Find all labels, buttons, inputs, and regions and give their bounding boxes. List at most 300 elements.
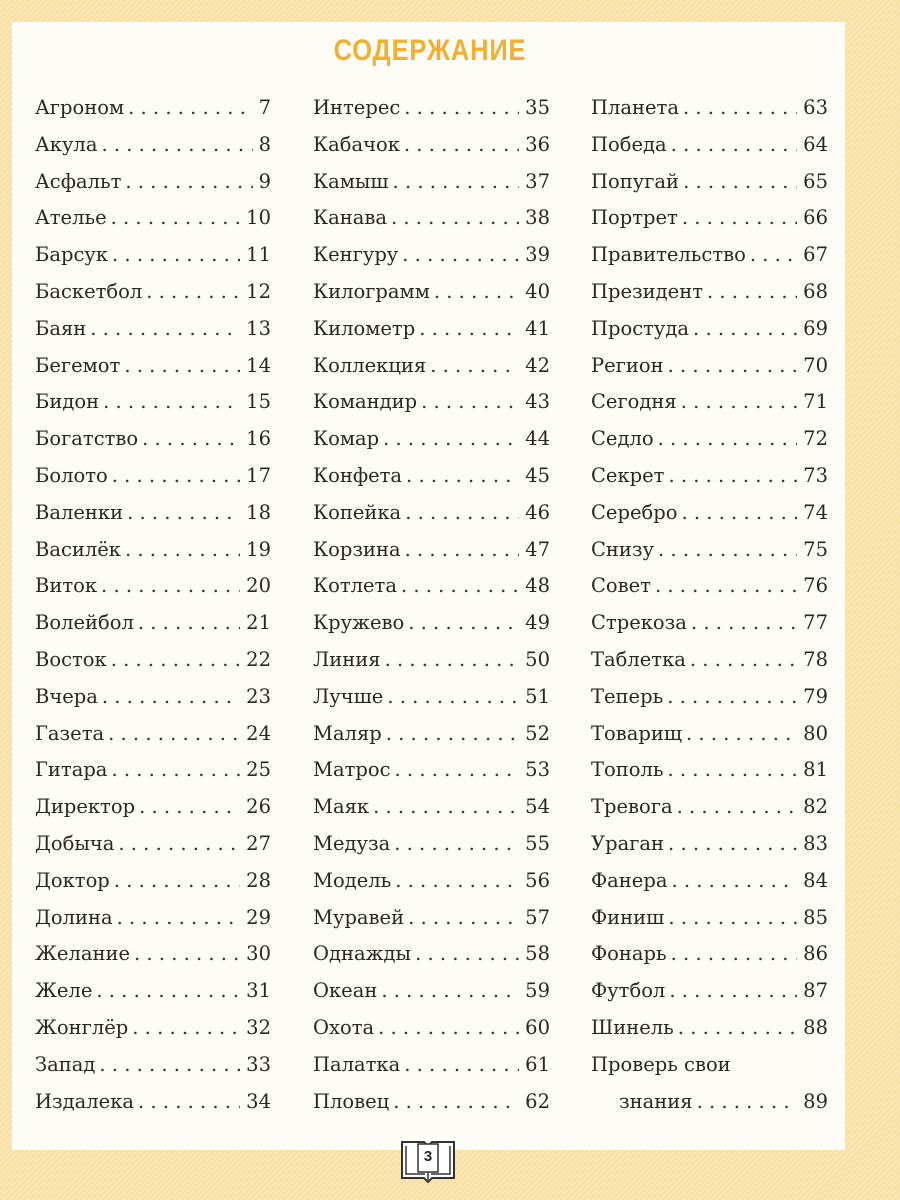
entry-title: Тополь xyxy=(591,758,664,782)
dot-leader xyxy=(125,170,252,193)
contents-entry xyxy=(591,501,828,538)
entry-title: Бидон xyxy=(35,390,100,414)
entry-page-number: 13 xyxy=(246,316,271,340)
contents-entry xyxy=(313,1053,550,1090)
dot-leader xyxy=(691,611,797,634)
dot-leader xyxy=(393,1090,519,1113)
entry-page-number: 66 xyxy=(803,206,828,230)
dot-leader xyxy=(669,979,797,1002)
entry-page-number: 50 xyxy=(525,647,550,671)
entry-title: Палатка xyxy=(313,1052,401,1076)
dot-leader xyxy=(683,96,797,119)
entry-title: Восток xyxy=(35,647,107,671)
contents-entry xyxy=(35,354,271,391)
contents-entry xyxy=(591,574,828,611)
entry-title: Запад xyxy=(35,1052,96,1076)
entry-title: Командир xyxy=(313,390,418,414)
dot-leader xyxy=(114,869,240,892)
dot-leader xyxy=(125,538,240,561)
dot-leader xyxy=(406,464,519,487)
dot-leader xyxy=(405,501,519,524)
contents-entry xyxy=(35,317,271,354)
entry-title: Виток xyxy=(35,574,98,598)
entry-title: Агроном xyxy=(35,96,125,119)
dot-leader xyxy=(404,96,519,119)
entry-page-number: 48 xyxy=(525,574,550,598)
entry-title: Кенгуру xyxy=(313,243,399,267)
contents-entry xyxy=(313,390,550,427)
dot-leader xyxy=(683,170,797,193)
contents-entry xyxy=(313,170,550,207)
entry-title: Долина xyxy=(35,905,113,929)
entry-title: Лучше xyxy=(313,684,384,708)
dot-leader xyxy=(111,648,240,671)
dot-leader xyxy=(138,611,240,634)
dot-leader xyxy=(678,1016,797,1039)
dot-leader xyxy=(127,501,240,524)
dot-leader xyxy=(139,795,240,818)
entry-title: Сегодня xyxy=(591,390,677,414)
dot-leader xyxy=(668,906,797,929)
contents-entry xyxy=(591,354,828,391)
entry-title: Теперь xyxy=(591,684,664,708)
contents-entry xyxy=(313,96,550,133)
contents-entry xyxy=(35,280,271,317)
contents-entry xyxy=(35,538,271,575)
contents-entry xyxy=(591,832,828,869)
contents-column-1 xyxy=(35,96,271,1126)
contents-entry xyxy=(591,464,828,501)
contents-entry xyxy=(591,685,828,722)
dot-leader xyxy=(671,942,798,965)
entry-title: Маляр xyxy=(313,721,382,745)
entry-page-number: 63 xyxy=(803,96,828,119)
dot-leader xyxy=(108,722,240,745)
dot-leader xyxy=(385,648,520,671)
entry-title: Добыча xyxy=(35,831,115,855)
dot-leader xyxy=(667,685,797,708)
entry-title: Регион xyxy=(591,353,664,377)
dot-leader xyxy=(138,1090,240,1113)
contents-entry xyxy=(591,611,828,648)
entry-title: Кабачок xyxy=(313,132,400,156)
dot-leader xyxy=(707,280,797,303)
entry-title: Фонарь xyxy=(591,942,667,966)
dot-leader xyxy=(671,133,798,156)
entry-page-number: 79 xyxy=(803,684,828,708)
entry-page-number: 72 xyxy=(803,427,828,451)
entry-title: Василёк xyxy=(35,537,121,561)
entry-title: Муравей xyxy=(313,905,405,929)
entry-page-number: 41 xyxy=(525,316,550,340)
entry-title: Простуда xyxy=(591,316,690,340)
entry-page-number: 87 xyxy=(803,979,828,1003)
entry-title: Совет xyxy=(591,574,651,598)
contents-entry xyxy=(591,869,828,906)
entry-page-number: 28 xyxy=(246,868,271,892)
entry-page-number: 69 xyxy=(803,316,828,340)
entry-title: Фанера xyxy=(591,868,668,892)
entry-page-number: 35 xyxy=(525,96,550,119)
dot-leader xyxy=(96,979,240,1002)
entry-title: Секрет xyxy=(591,463,665,487)
dot-leader xyxy=(421,390,519,413)
contents-entry xyxy=(313,648,550,685)
entry-page-number: 38 xyxy=(525,206,550,230)
contents-entry xyxy=(313,611,550,648)
entry-title: Тревога xyxy=(591,795,673,819)
contents-entry xyxy=(35,574,271,611)
contents-entry xyxy=(591,1016,828,1053)
entry-title: Конфета xyxy=(313,463,403,487)
entry-title: Волейбол xyxy=(35,611,134,635)
entry-title: Кружево xyxy=(313,611,405,635)
entry-page-number: 34 xyxy=(246,1089,271,1113)
contents-entry xyxy=(313,685,550,722)
entry-page-number: 45 xyxy=(525,463,550,487)
entry-page-number: 7 xyxy=(258,96,271,119)
entry-page-number: 43 xyxy=(525,390,550,414)
contents-entry xyxy=(313,906,550,943)
entry-page-number: 76 xyxy=(803,574,828,598)
entry-title: Корзина xyxy=(313,537,401,561)
dot-leader xyxy=(373,795,519,818)
entry-page-number: 11 xyxy=(246,243,271,267)
dot-leader xyxy=(393,170,520,193)
entry-title: Ателье xyxy=(35,206,107,230)
dot-leader xyxy=(391,206,519,229)
entry-title: Интерес xyxy=(313,96,401,119)
entry-title: Модель xyxy=(313,868,392,892)
entry-title: Таблетка xyxy=(591,647,686,671)
entry-title: знания xyxy=(619,1089,693,1113)
contents-entry xyxy=(591,280,828,317)
entry-title: Правительство xyxy=(591,243,746,267)
contents-entry xyxy=(313,1090,550,1127)
entry-title: Баскетбол xyxy=(35,279,143,303)
page-title: СОДЕРЖАНИЕ xyxy=(333,34,527,67)
entry-page-number: 8 xyxy=(258,132,271,156)
dot-leader xyxy=(401,574,519,597)
entry-page-number: 57 xyxy=(525,905,550,929)
entry-title: Валенки xyxy=(35,500,124,524)
contents-entry xyxy=(591,538,828,575)
dot-leader xyxy=(402,243,519,266)
entry-page-number: 30 xyxy=(246,942,271,966)
entry-page-number: 80 xyxy=(803,721,828,745)
dot-leader xyxy=(124,354,240,377)
dot-leader xyxy=(415,942,519,965)
entry-page-number: 56 xyxy=(525,868,550,892)
entry-page-number: 83 xyxy=(803,831,828,855)
contents-entry xyxy=(35,1053,271,1090)
entry-page-number: 75 xyxy=(803,537,828,561)
entry-page-number: 51 xyxy=(525,684,550,708)
entry-title: Охота xyxy=(313,1015,375,1039)
entry-title: Маяк xyxy=(313,795,370,819)
contents-entry xyxy=(591,170,828,207)
entry-page-number: 19 xyxy=(246,537,271,561)
dot-leader xyxy=(102,685,240,708)
contents-entry xyxy=(313,832,550,869)
dot-leader xyxy=(693,317,797,340)
entry-page-number: 88 xyxy=(803,1015,828,1039)
entry-page-number: 55 xyxy=(525,831,550,855)
entry-page-number: 40 xyxy=(525,279,550,303)
contents-entry xyxy=(313,280,550,317)
entry-title: Победа xyxy=(591,132,667,156)
entry-page-number: 58 xyxy=(525,942,550,966)
entry-title: Президент xyxy=(591,279,703,303)
contents-entry xyxy=(313,942,550,979)
entry-page-number: 81 xyxy=(803,758,828,782)
entry-page-number: 26 xyxy=(246,795,271,819)
dot-leader xyxy=(668,832,797,855)
entry-page-number: 67 xyxy=(803,243,828,267)
entry-title: Гитара xyxy=(35,758,108,782)
entry-page-number: 54 xyxy=(525,795,550,819)
entry-title: Комар xyxy=(313,427,380,451)
entry-page-number: 32 xyxy=(246,1015,271,1039)
entry-page-number: 24 xyxy=(246,721,271,745)
contents-entry xyxy=(35,795,271,832)
contents-entry xyxy=(591,206,828,243)
dot-leader xyxy=(681,501,797,524)
dot-leader xyxy=(99,1053,240,1076)
contents-entry xyxy=(313,979,550,1016)
dot-leader xyxy=(408,611,519,634)
entry-title: Вчера xyxy=(35,684,98,708)
dot-leader xyxy=(681,390,797,413)
dot-leader xyxy=(146,280,240,303)
dot-leader xyxy=(394,832,519,855)
contents-entry xyxy=(591,795,828,832)
entry-title: Акула xyxy=(35,132,98,156)
dot-leader xyxy=(142,427,240,450)
contents-entry xyxy=(591,133,828,170)
entry-page-number: 52 xyxy=(525,721,550,745)
entry-page-number: 37 xyxy=(525,169,550,193)
entry-title: Барсук xyxy=(35,243,109,267)
dot-leader xyxy=(419,317,519,340)
entry-title: Ураган xyxy=(591,831,665,855)
contents-entry xyxy=(591,317,828,354)
contents-entry xyxy=(591,1053,828,1090)
contents-entry xyxy=(35,133,271,170)
dot-leader xyxy=(690,648,797,671)
entry-title: Океан xyxy=(313,979,378,1003)
entry-title: Футбол xyxy=(591,979,666,1003)
entry-page-number: 18 xyxy=(246,500,271,524)
dot-leader xyxy=(408,906,519,929)
dot-leader xyxy=(677,795,798,818)
contents-entry xyxy=(313,758,550,795)
entry-title: Однажды xyxy=(313,942,412,966)
contents-entry xyxy=(35,979,271,1016)
contents-entry xyxy=(591,96,828,133)
entry-title: Директор xyxy=(35,795,136,819)
entry-title: Асфальт xyxy=(35,169,122,193)
contents-entry xyxy=(35,648,271,685)
contents-entry xyxy=(35,758,271,795)
entry-title: Коллекция xyxy=(313,353,427,377)
contents-entry xyxy=(35,427,271,464)
page-number-book-icon xyxy=(398,1138,458,1186)
entry-title: Стрекоза xyxy=(591,611,687,635)
entry-title: Финиш xyxy=(591,905,665,929)
entry-page-number: 85 xyxy=(803,905,828,929)
entry-title: Желе xyxy=(35,979,93,1003)
entry-page-number: 78 xyxy=(803,647,828,671)
entry-page-number: 74 xyxy=(803,500,828,524)
entry-page-number: 70 xyxy=(803,353,828,377)
entry-title: Серебро xyxy=(591,500,678,524)
entry-title: Богатство xyxy=(35,427,139,451)
contents-entry xyxy=(35,243,271,280)
entry-page-number: 31 xyxy=(246,979,271,1003)
dot-leader xyxy=(682,206,797,229)
entry-page-number: 10 xyxy=(246,206,271,230)
contents-column-3 xyxy=(591,96,828,1126)
dot-leader xyxy=(387,685,519,708)
entry-page-number: 71 xyxy=(803,390,828,414)
entry-title: Желание xyxy=(35,942,130,966)
contents-entry xyxy=(313,133,550,170)
contents-entry xyxy=(591,979,828,1016)
dot-leader xyxy=(404,133,519,156)
contents-entry xyxy=(591,427,828,464)
contents-entry xyxy=(313,354,550,391)
dot-leader xyxy=(117,906,241,929)
contents-entry xyxy=(313,427,550,464)
page-number: 3 xyxy=(423,1148,433,1165)
entry-page-number: 68 xyxy=(803,279,828,303)
contents-entry xyxy=(313,464,550,501)
dot-leader xyxy=(395,869,519,892)
contents-entry xyxy=(591,906,828,943)
contents-entry xyxy=(591,243,828,280)
dot-leader xyxy=(111,758,240,781)
contents-entry xyxy=(35,685,271,722)
dot-leader xyxy=(430,354,519,377)
contents-entry xyxy=(313,1016,550,1053)
entry-title: Издалека xyxy=(35,1089,135,1113)
contents-entry xyxy=(35,869,271,906)
dot-leader xyxy=(378,1016,519,1039)
contents-entry xyxy=(35,501,271,538)
contents-entry xyxy=(35,390,271,427)
dot-leader xyxy=(686,722,797,745)
dot-leader xyxy=(118,832,240,855)
dot-leader xyxy=(128,96,252,119)
dot-leader xyxy=(671,869,797,892)
contents-entry xyxy=(313,869,550,906)
contents-entry xyxy=(35,906,271,943)
entry-title: Проверь свои xyxy=(591,1052,731,1076)
contents-entry xyxy=(591,758,828,795)
contents-entry xyxy=(313,501,550,538)
dot-leader xyxy=(101,574,240,597)
contents-entry xyxy=(591,722,828,759)
entry-page-number: 82 xyxy=(803,795,828,819)
entry-title: Медуза xyxy=(313,831,391,855)
entry-title: Доктор xyxy=(35,868,110,892)
contents-entry xyxy=(313,574,550,611)
entry-page-number: 23 xyxy=(246,684,271,708)
dot-leader xyxy=(655,574,797,597)
dot-leader xyxy=(90,317,240,340)
entry-title: Линия xyxy=(313,647,381,671)
entry-page-number: 20 xyxy=(246,574,271,598)
contents-entry xyxy=(35,611,271,648)
contents-entry xyxy=(35,96,271,133)
entry-title: Портрет xyxy=(591,206,678,230)
dot-leader xyxy=(386,722,519,745)
entry-title: Матрос xyxy=(313,758,391,782)
contents-entry xyxy=(313,722,550,759)
dot-leader xyxy=(405,538,520,561)
dot-leader xyxy=(112,243,240,266)
entry-title: Газета xyxy=(35,721,105,745)
entry-title: Километр xyxy=(313,316,416,340)
entry-title: Канава xyxy=(313,206,387,230)
entry-page-number: 86 xyxy=(803,942,828,966)
contents-entry xyxy=(35,206,271,243)
entry-title: Болото xyxy=(35,463,108,487)
contents-entry xyxy=(35,464,271,501)
contents-entry xyxy=(35,722,271,759)
dot-leader xyxy=(658,538,797,561)
contents-entry xyxy=(313,206,550,243)
dot-leader xyxy=(668,758,798,781)
contents-entry xyxy=(591,1090,828,1127)
entry-page-number: 89 xyxy=(803,1089,828,1113)
entry-page-number: 14 xyxy=(246,353,271,377)
entry-page-number: 25 xyxy=(246,758,271,782)
entry-title: Попугай xyxy=(591,169,680,193)
entry-page-number: 29 xyxy=(246,905,271,929)
dot-leader xyxy=(668,354,798,377)
entry-page-number: 42 xyxy=(525,353,550,377)
entry-page-number: 9 xyxy=(258,169,271,193)
dot-leader xyxy=(658,427,798,450)
entry-page-number: 39 xyxy=(525,243,550,267)
contents-entry xyxy=(591,648,828,685)
dot-leader xyxy=(103,390,240,413)
entry-page-number: 84 xyxy=(803,868,828,892)
entry-title: Товарищ xyxy=(591,721,682,745)
entry-title: Планета xyxy=(591,96,679,119)
contents-column-2 xyxy=(313,96,550,1126)
entry-title: Пловец xyxy=(313,1089,390,1113)
contents-entry xyxy=(35,170,271,207)
entry-page-number: 59 xyxy=(525,979,550,1003)
entry-title: Жонглёр xyxy=(35,1015,129,1039)
entry-title: Камыш xyxy=(313,169,389,193)
entry-page-number: 64 xyxy=(803,132,828,156)
contents-entry xyxy=(313,243,550,280)
dot-leader xyxy=(381,979,519,1002)
entry-page-number: 12 xyxy=(246,279,271,303)
contents-entry xyxy=(35,1090,271,1127)
dot-leader xyxy=(668,464,797,487)
entry-title: Котлета xyxy=(313,574,397,598)
entry-title: Седло xyxy=(591,427,654,451)
dot-leader xyxy=(404,1053,519,1076)
entry-title: Шинель xyxy=(591,1015,674,1039)
entry-page-number: 47 xyxy=(525,537,550,561)
entry-page-number: 21 xyxy=(246,611,271,635)
